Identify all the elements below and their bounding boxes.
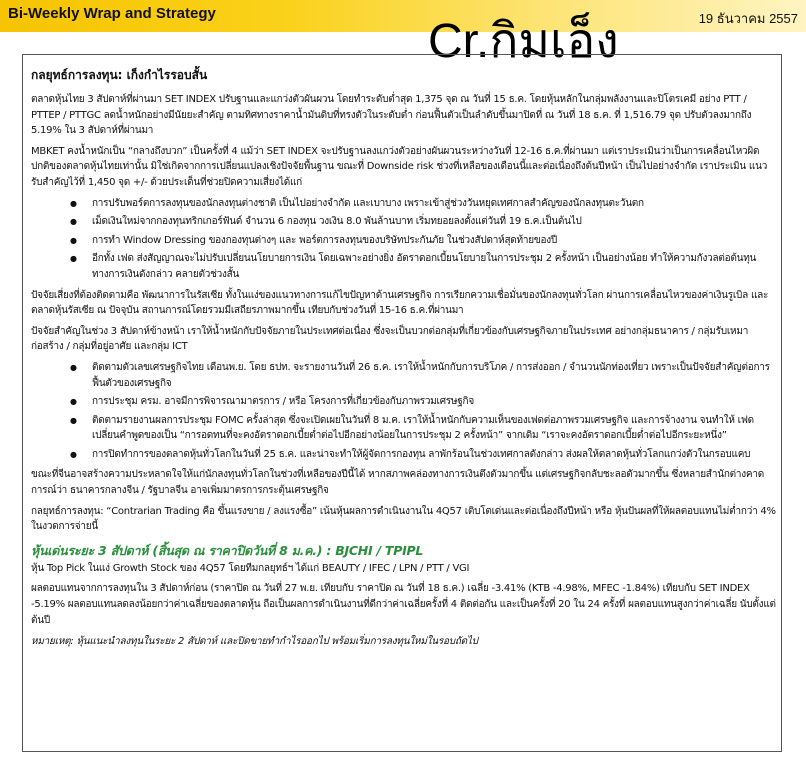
list-item: ● ติดตามรายงานผลการประชุม FOMC ครั้งล่าสุด ซึ่งจะเปิดเผยในวันที่ 8 ม.ค. เราให้น้ำหนักกับความเห็นของเฟดต่อภาพรวมเศรษฐกิจ และการจ้างงาน จนทำให้ เฟดเปลี่ยนคำพูดของเป็น “การอดทนที่จะคงอัตราดอกเบี้ยต่ำต่อไปอีกอย่างน้อยในการประชุม 2 ครั้งหน้า” จากเดิม “เราจะคงอัตราดอกเบี้ยต่ำต่อไปอีกระยะหนึ่ง”	[92, 413, 777, 444]
report-title: Bi-Weekly Wrap and Strategy	[8, 5, 216, 22]
section-title: กลยุทธ์การลงทุน: เก็งกำไรรอบสั้น	[31, 68, 208, 82]
support-factors-list	[31, 196, 777, 283]
footnote: หมายเหตุ: หุ้นแนะนำลงทุนในระยะ 2 สัปดาห์ และปิดขายทำกำไรออกไป พร้อมเริ่มการลงทุนใหม่ในรอบถัดไป	[31, 636, 478, 648]
credit-watermark: Cr.กิมเอ็ง	[428, 15, 619, 68]
paragraph-mbket-view: MBKET คงน้ำหนักเป็น “กลางถึงบวก” เป็นครั้งที่ 4 แม้ว่า SET INDEX จะปรับฐานลงแกว่งตัวอย่างผันผวนระหว่างวันที่ 12-16 ธ.ค.ที่ผ่านมา แต่เราประเมินว่าเป็นการเคลื่อนไหวผิดปกติของตลาดหุ้นไทยเท่านั้น มิใช่เกิดจากการเปลี่ยนแปลงเชิงปัจจัยพื้นฐาน ขณะที่ Downside risk ช่วงที่เหลือของเดือนนี้และต่อเนื่องถึงต้นปีหน้า เป็นไปอย่างจำกัด เราประเมิน แนวรับสำคัญไว้ที่ 1,450 จุด +/- ด้วยประเด็นที่ช่วยปิดความเสี่ยงได้แก่	[31, 145, 768, 188]
key-factors-list	[31, 360, 777, 463]
report-date: 19 ธันวาคม 2557	[698, 11, 798, 26]
paragraph-strategy: กลยุทธ์การลงทุน: “Contrarian Trading คือ ขึ้นแรงขาย / ลงแรงซื้อ” เน้นหุ้นผลการดำเนินงานใน 4Q57 เติบโตเด่นและต่อเนื่องถึงปีหน้า หรือ หุ้นปันผลที่ให้ผลตอบแทนไม่ต่ำกว่า 4% ในงวดการจ่ายนี้	[31, 505, 776, 533]
report-body	[31, 92, 777, 655]
paragraph-returns: ผลตอบแทนจากการลงทุนใน 3 สัปดาห์ก่อน (ราคาปิด ณ วันที่ 27 พ.ย. เทียบกับ ราคาปิด ณ วันที่ 18 ธ.ค.) เฉลี่ย -3.41% (KTB -4.98%, MFEC -1.84%) เทียบกับ SET INDEX -5.19% ผลตอบแทนลดลงน้อยกว่าค่าเฉลี่ยของตลาดหุ้น ถือเป็นผลการดำเนินงานที่ดีกว่าค่าเฉลี่ยครั้งที่ 4 ติดต่อกัน และเป็นครั้งที่ 20 ใน 24 ครั้งที่ ผลตอบแทนสูงกว่าค่าเฉลี่ย นับตั้งแต่ต้นปี	[31, 583, 776, 626]
paragraph-key-factors: ปัจจัยสำคัญในช่วง 3 สัปดาห์ข้างหน้า เราให้น้ำหนักกับปัจจัยภายในประเทศต่อเนื่อง ซึ่งจะเป็นบวกต่อกลุ่มที่เกี่ยวข้องกับเศรษฐกิจภายในประเทศ อย่างกลุ่มธนาคาร / กลุ่มรับเหมาก่อสร้าง / กลุ่มที่อยู่อาศัย และกลุ่ม ICT	[31, 325, 749, 353]
list-item: ● การประชุม ครม. อาจมีการพิจารณามาตรการ / หรือ โครงการที่เกี่ยวข้องกับภาพรวมเศรษฐกิจ	[92, 394, 777, 410]
highlight-stocks-heading: หุ้นเด่นระยะ 3 สัปดาห์ (สิ้นสุด ณ ราคาปิดวันที่ 8 ม.ค.) : BJCHI / TPIPL	[31, 542, 424, 558]
list-item: ● การปรับพอร์ตการลงทุนของนักลงทุนต่างชาติ เป็นไปอย่างจำกัด และเบาบาง เพราะเข้าสู่ช่วงวันหยุดเทศกาลสำคัญของนักลงทุนตะวันตก	[92, 196, 777, 212]
list-item: ● การทำ Window Dressing ของกองทุนต่างๆ และ พอร์ตการลงทุนของบริษัทประกันภัย ในช่วงสัปดาห์สุดท้ายของปี	[92, 233, 777, 249]
paragraph-china: ขณะที่จีนอาจสร้างความประหลาดใจให้แก่นักลงทุนทั่วโลกในช่วงที่เหลือของปีนี้ได้ หากสภาพคล่องทางการเงินตึงตัวมากขึ้น แต่เศรษฐกิจกลับชะลอตัวมากขึ้น ซึ่งหลายสำนักต่างคาดการณ์ว่า ธนาคารกลางจีน / รัฐบาลจีน อาจเพิ่มมาตรการกระตุ้นเศรษฐกิจ	[31, 469, 764, 497]
list-item: ● การปิดทำการของตลาดหุ้นทั่วโลกในวันที่ 25 ธ.ค. และน่าจะทำให้ผู้จัดการกองทุน ลาพักร้อนในช่วงเทศกาลดังกล่าว ส่งผลให้ตลาดหุ้นทั่วโลกแกว่งตัวในกรอบแคบ	[92, 447, 777, 463]
list-item: ● ติดตามตัวเลขเศรษฐกิจไทย เดือนพ.ย. โดย ธปท. จะรายงานวันที่ 26 ธ.ค. เราให้น้ำหนักกับการบริโภค / การส่งออก / จำนวนนักท่องเที่ยว เพราะเป็นปัจจัยสำคัญต่อการฟื้นตัวของเศรษฐกิจ	[92, 360, 777, 391]
paragraph-top-picks: หุ้น Top Pick ในแง่ Growth Stock ของ 4Q57 โดยทีมกลยุทธ์ฯ ได้แก่ BEAUTY / IFEC / LPN / PTT / VGI	[31, 562, 470, 574]
list-item: ● อีกทั้ง เฟด ส่งสัญญาณจะไม่ปรับเปลี่ยนนโยบายการเงิน โดยเฉพาะอย่างยิ่ง อัตราดอกเบี้ยนโยบายในการประชุม 2 ครั้งหน้า เป็นอย่างน้อย ทำให้ความกังวลต่อต้นทุนทางการเงินดังกล่าว คลายตัวช่วงสั้น	[92, 251, 777, 282]
list-item: ● เม็ดเงินใหม่จากกองทุนทริกเกอร์ฟันด์ จำนวน 6 กองทุน วงเงิน 8.0 พันล้านบาท เริ่มทยอยลงตั้งแต่วันที่ 19 ธ.ค.เป็นต้นไป	[92, 214, 777, 230]
report-header-bar	[0, 0, 806, 32]
paragraph-market-review: ตลาดหุ้นไทย 3 สัปดาห์ที่ผ่านมา SET INDEX ปรับฐานและแกว่งตัวผันผวน โดยทำระดับต่ำสุด 1,375 จุด ณ วันที่ 15 ธ.ค. โดยหุ้นหลักในกลุ่มพลังงานและปิโตรเคมี อย่าง PTT / PTTEP / PTTGC ลดน้ำหนักอย่างมีนัยยะสำคัญ ตามทิศทางราคาน้ำมันดิบที่ทรงตัวในระดับต่ำ ก่อนฟื้นตัวเป็นลำดับขึ้นมาปิดที่ ณ วันที่ 18 ธ.ค. ที่ 1,516.79 จุด ปรับตัวลงมากถึง 5.19% ใน 3 สัปดาห์ที่ผ่านมา	[31, 94, 752, 137]
paragraph-risk-factors: ปัจจัยเสี่ยงที่ต้องติดตามคือ พัฒนาการในรัสเซีย ทั้งในแง่ของแนวทางการแก้ไขปัญหาด้านเศรษฐกิจ การเรียกความเชื่อมั่นของนักลงทุนทั่วโลก ผ่านการเคลื่อนไหวของค่าเงินรูเบิล และ ตลาดหุ้นรัสเซีย ณ ปัจจุบัน สถานการณ์โดยรวมมีเสถียรภาพมากขึ้น เทียบกับช่วงวันที่ 15-16 ธ.ค.ที่ผ่านมา	[31, 289, 769, 317]
